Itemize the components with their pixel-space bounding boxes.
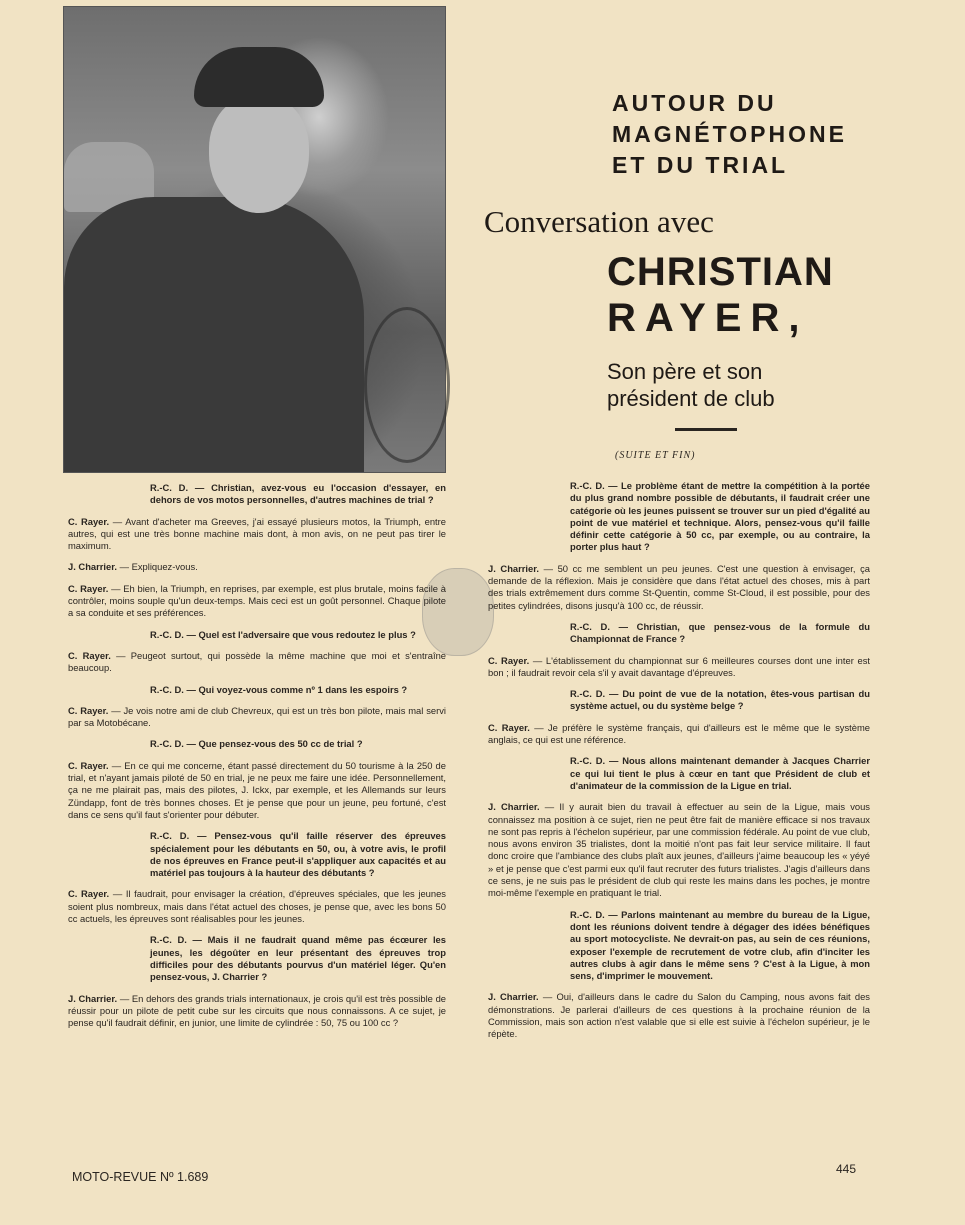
speech-text: Parlons maintenant au membre du bureau de la Ligue, dont les réunions doivent tendre à dégager des idées bénéfiques au sport motocycliste. Ne devrait-on pas, au sein de ces réunions, exposer l'exemple de recrutement de votre club, afin d'inciter les autres clubs à agir dans le même sens ? C'est à la Ligue, à mon sens, d'imprimer le mouvement. bbox=[570, 908, 870, 982]
interview-answer bbox=[68, 516, 446, 553]
title-rule bbox=[675, 428, 737, 431]
interview-answer bbox=[68, 888, 446, 925]
speaker-label: R.-C. D. — bbox=[570, 908, 618, 920]
speech-text: — Je vois notre ami de club Chevreux, qui est un très bon pilote, mais mal servi par sa Motobécane. bbox=[68, 704, 446, 729]
interview-question bbox=[68, 629, 446, 641]
interview-question bbox=[488, 688, 870, 713]
interview-answer bbox=[68, 760, 446, 821]
speaker-label: J. Charrier. bbox=[68, 992, 118, 1004]
subtitle: Son père et son président de club bbox=[607, 359, 775, 411]
speaker-label: R.-C. D. — bbox=[150, 934, 202, 946]
speech-text: Mais il ne faudrait quand même pas écœurer les jeunes, les dégoûter en leur présentant des épreuves trop difficiles pour des débutants pourvus d'un matériel léger. Qu'en pensez-vous, J. Charrier ? bbox=[150, 934, 446, 983]
speaker-label: R.-C. D. — bbox=[150, 628, 196, 640]
speech-text: — Il y aurait bien du travail à effectuer au sein de la Ligue, mais vous connaissez ma position à ce sujet, rien ne peut être fait de manière efficace si nos travaux ne sont pas repris à l'échelon supérieur, par une commission fédérale. Au point de vue club, nous avons environ 35 trialistes, dont la moitié n'ont pas fait leur service militaire. Il faut donc croire que l'ambiance des clubs plaît aux jeunes, d'ailleurs j'aime beaucoup les « yéyé » et je pense que c'est parmi eux qu'il faut recruter des futurs trialistes. J'agis d'ailleurs dans ce sens, je ne suis pas le président de club qui reste les mains dans les poches, je montre moi-même l'exemple en pratiquant le trial. bbox=[488, 801, 870, 899]
interview-answer bbox=[68, 583, 446, 620]
speech-text: Pensez-vous qu'il faille réserver des épreuves spécialement pour les débutants en 50, ou, à votre avis, le profil de nos épreuves en France peut-il s'appliquer aux capacités et au matériel pas toujours à la hauteur des débutants ? bbox=[150, 830, 446, 879]
speaker-label: J. Charrier. bbox=[488, 991, 539, 1003]
speech-text: — Peugeot surtout, qui possède la même machine que moi et s'entraîne beaucoup. bbox=[68, 649, 446, 674]
speech-text: Qui voyez-vous comme nº 1 dans les espoirs ? bbox=[198, 683, 408, 695]
suite-et-fin-label: (SUITE ET FIN) bbox=[615, 450, 696, 461]
speaker-label: C. Rayer. bbox=[68, 759, 109, 771]
interview-question bbox=[68, 934, 446, 983]
speech-text: — Eh bien, la Triumph, en reprises, par exemple, est plus brutale, moins facile à contrôler, moins souple qu'un deux-temps. Mais ceci est un goût personnel. Chaque pilote a sa conduite et ses préférences. bbox=[68, 582, 446, 619]
interview-question bbox=[68, 684, 446, 696]
speaker-label: C. Rayer. bbox=[68, 704, 109, 716]
left-column bbox=[68, 482, 446, 1038]
speaker-label: J. Charrier. bbox=[68, 561, 117, 573]
magazine-issue: MOTO-REVUE Nº 1.689 bbox=[72, 1170, 209, 1184]
speaker-label: C. Rayer. bbox=[68, 888, 110, 900]
speaker-label: R.-C. D. — bbox=[570, 480, 618, 491]
speech-text: Le problème étant de mettre la compétition à la portée du plus grand nombre possible de débutants, il faudrait créer une catégorie où les jeunes puissent se trouver sur un pied d'égalité au point de vue matériel et technique. Alors, pensez-vous qu'il faille définir cette catégorie à 50 cc, par exemple, ou au contraire, la porter plus haut ? bbox=[570, 480, 870, 553]
interview-question bbox=[488, 480, 870, 554]
interview-question bbox=[488, 621, 870, 646]
interview-answer bbox=[488, 991, 870, 1040]
speech-text: Nous allons maintenant demander à Jacques Charrier ce qui lui tient le plus à cœur en tant que Président de club et d'animateur de la commission de la Ligue en trial. bbox=[570, 755, 870, 791]
interview-answer bbox=[68, 993, 446, 1030]
speech-text: Quel est l'adversaire que vous redoutez le plus ? bbox=[198, 628, 416, 640]
interview-answer bbox=[488, 655, 870, 680]
speaker-label: C. Rayer. bbox=[68, 515, 110, 527]
speech-text: — L'établissement du championnat sur 6 meilleures courses dont une inter est bon ; il faudrait revoir cela s'il y avait davantage d'épreuves. bbox=[488, 654, 870, 678]
interview-answer bbox=[488, 722, 870, 747]
speech-text: — Je préfère le système français, qui d'ailleurs est le même que le système anglais, ce qui est une référence. bbox=[488, 721, 870, 746]
speech-text: — En dehors des grands trials internationaux, je crois qu'il est très possible de réussir pour un pilote de petit cube sur les circuits que nous connaissons. A ce sujet, je pense qu'il faudrait définir, en junior, une limite de cylindrée : 50, 75 ou 100 cc ? bbox=[68, 992, 447, 1029]
speech-text: Que pensez-vous des 50 cc de trial ? bbox=[198, 738, 363, 750]
speech-text: Christian, avez-vous eu l'occasion d'essayer, en dehors de vos motos personnelles, d'autres machines de trial ? bbox=[150, 482, 446, 506]
speech-text: — 50 cc me semblent un peu jeunes. C'est une question à envisager, ça demande de la réflexion. Mais je considère que dans l'état actuel des choses, mis à part des trials extrêmement durs comme St-Quentin, comme St-Cloud, il est possible, pour des petites cylindrées, disons jusqu'à 100 cc, de réussir. bbox=[488, 562, 870, 611]
speaker-label: J. Charrier. bbox=[488, 562, 539, 574]
speaker-label: C. Rayer. bbox=[488, 721, 530, 733]
speaker-label: R.-C. D. — bbox=[150, 830, 207, 842]
name-heading-first: CHRISTIAN bbox=[607, 250, 834, 294]
interview-question bbox=[488, 909, 870, 983]
interview-question bbox=[68, 830, 446, 879]
conversation-heading: Conversation avec bbox=[484, 204, 714, 239]
speech-text: — Oui, d'ailleurs dans le cadre du Salon du Camping, nous avons fait des démonstrations. Je parlerai d'ailleurs de ces questions à la prochaine réunion de la Commission, mais son action n'est valable que si elle est suivie à l'échelon supérieur, je le répète. bbox=[488, 991, 870, 1040]
name-heading-last: RAYER, bbox=[607, 296, 809, 340]
speech-text: — En ce qui me concerne, étant passé directement du 50 tourisme à la 250 de trial, et n'ayant jamais piloté de 50 en trial, je ne peux me faire une idée. Personnellement, ça ne me plairait pas, mais des pilotes, J. Ickx, par exemple, et les Allemands sur leurs Zündapp, font de très bonnes choses. Et je pense que pour un jeune, peu fortuné, c'est dans ce sens qu'il faut s'orienter pour débuter. bbox=[68, 759, 446, 820]
speaker-label: R.-C. D. — bbox=[150, 683, 196, 695]
interview-question bbox=[68, 482, 446, 507]
interview-answer bbox=[488, 801, 870, 899]
speaker-label: R.-C. D. — bbox=[150, 738, 196, 750]
speech-text: — Expliquez-vous. bbox=[119, 561, 198, 573]
interview-answer bbox=[68, 650, 446, 675]
interview-answer bbox=[68, 561, 446, 573]
speaker-label: R.-C. D. — bbox=[570, 620, 628, 632]
right-column bbox=[488, 480, 870, 1050]
speech-text: Du point de vue de la notation, êtes-vous partisan du système actuel, ou du système belge ? bbox=[570, 688, 870, 712]
speaker-label: C. Rayer. bbox=[68, 582, 109, 594]
speech-text: Christian, que pensez-vous de la formule du Championnat de France ? bbox=[570, 620, 870, 645]
interview-answer bbox=[68, 705, 446, 730]
speaker-label: C. Rayer. bbox=[488, 654, 530, 666]
interview-answer bbox=[488, 563, 870, 612]
interview-question bbox=[68, 738, 446, 750]
speech-text: — Avant d'acheter ma Greeves, j'ai essayé plusieurs motos, la Triumph, entre autres, qui est une très bonne machine mais dont, à mon avis, on ne peut pas tirer le maximum. bbox=[68, 515, 446, 552]
speech-text: — Il faudrait, pour envisager la création, d'épreuves spéciales, que les jeunes soient plus nombreux, mais dans l'état actuel des choses, je pense que, avec les bons 50 cc actuels, les épreuves sont réalisables pour les jeunes. bbox=[68, 888, 446, 925]
interview-question bbox=[488, 755, 870, 792]
speaker-label: R.-C. D. — bbox=[570, 755, 619, 767]
kicker-heading: AUTOUR DU MAGNÉTOPHONE ET DU TRIAL bbox=[612, 90, 847, 178]
page-number: 445 bbox=[836, 1162, 857, 1176]
speaker-label: R.-C. D. — bbox=[150, 482, 205, 493]
speaker-label: R.-C. D. — bbox=[570, 688, 619, 700]
speaker-label: C. Rayer. bbox=[68, 649, 111, 661]
portrait-photo bbox=[63, 6, 446, 473]
speaker-label: J. Charrier. bbox=[488, 801, 540, 813]
